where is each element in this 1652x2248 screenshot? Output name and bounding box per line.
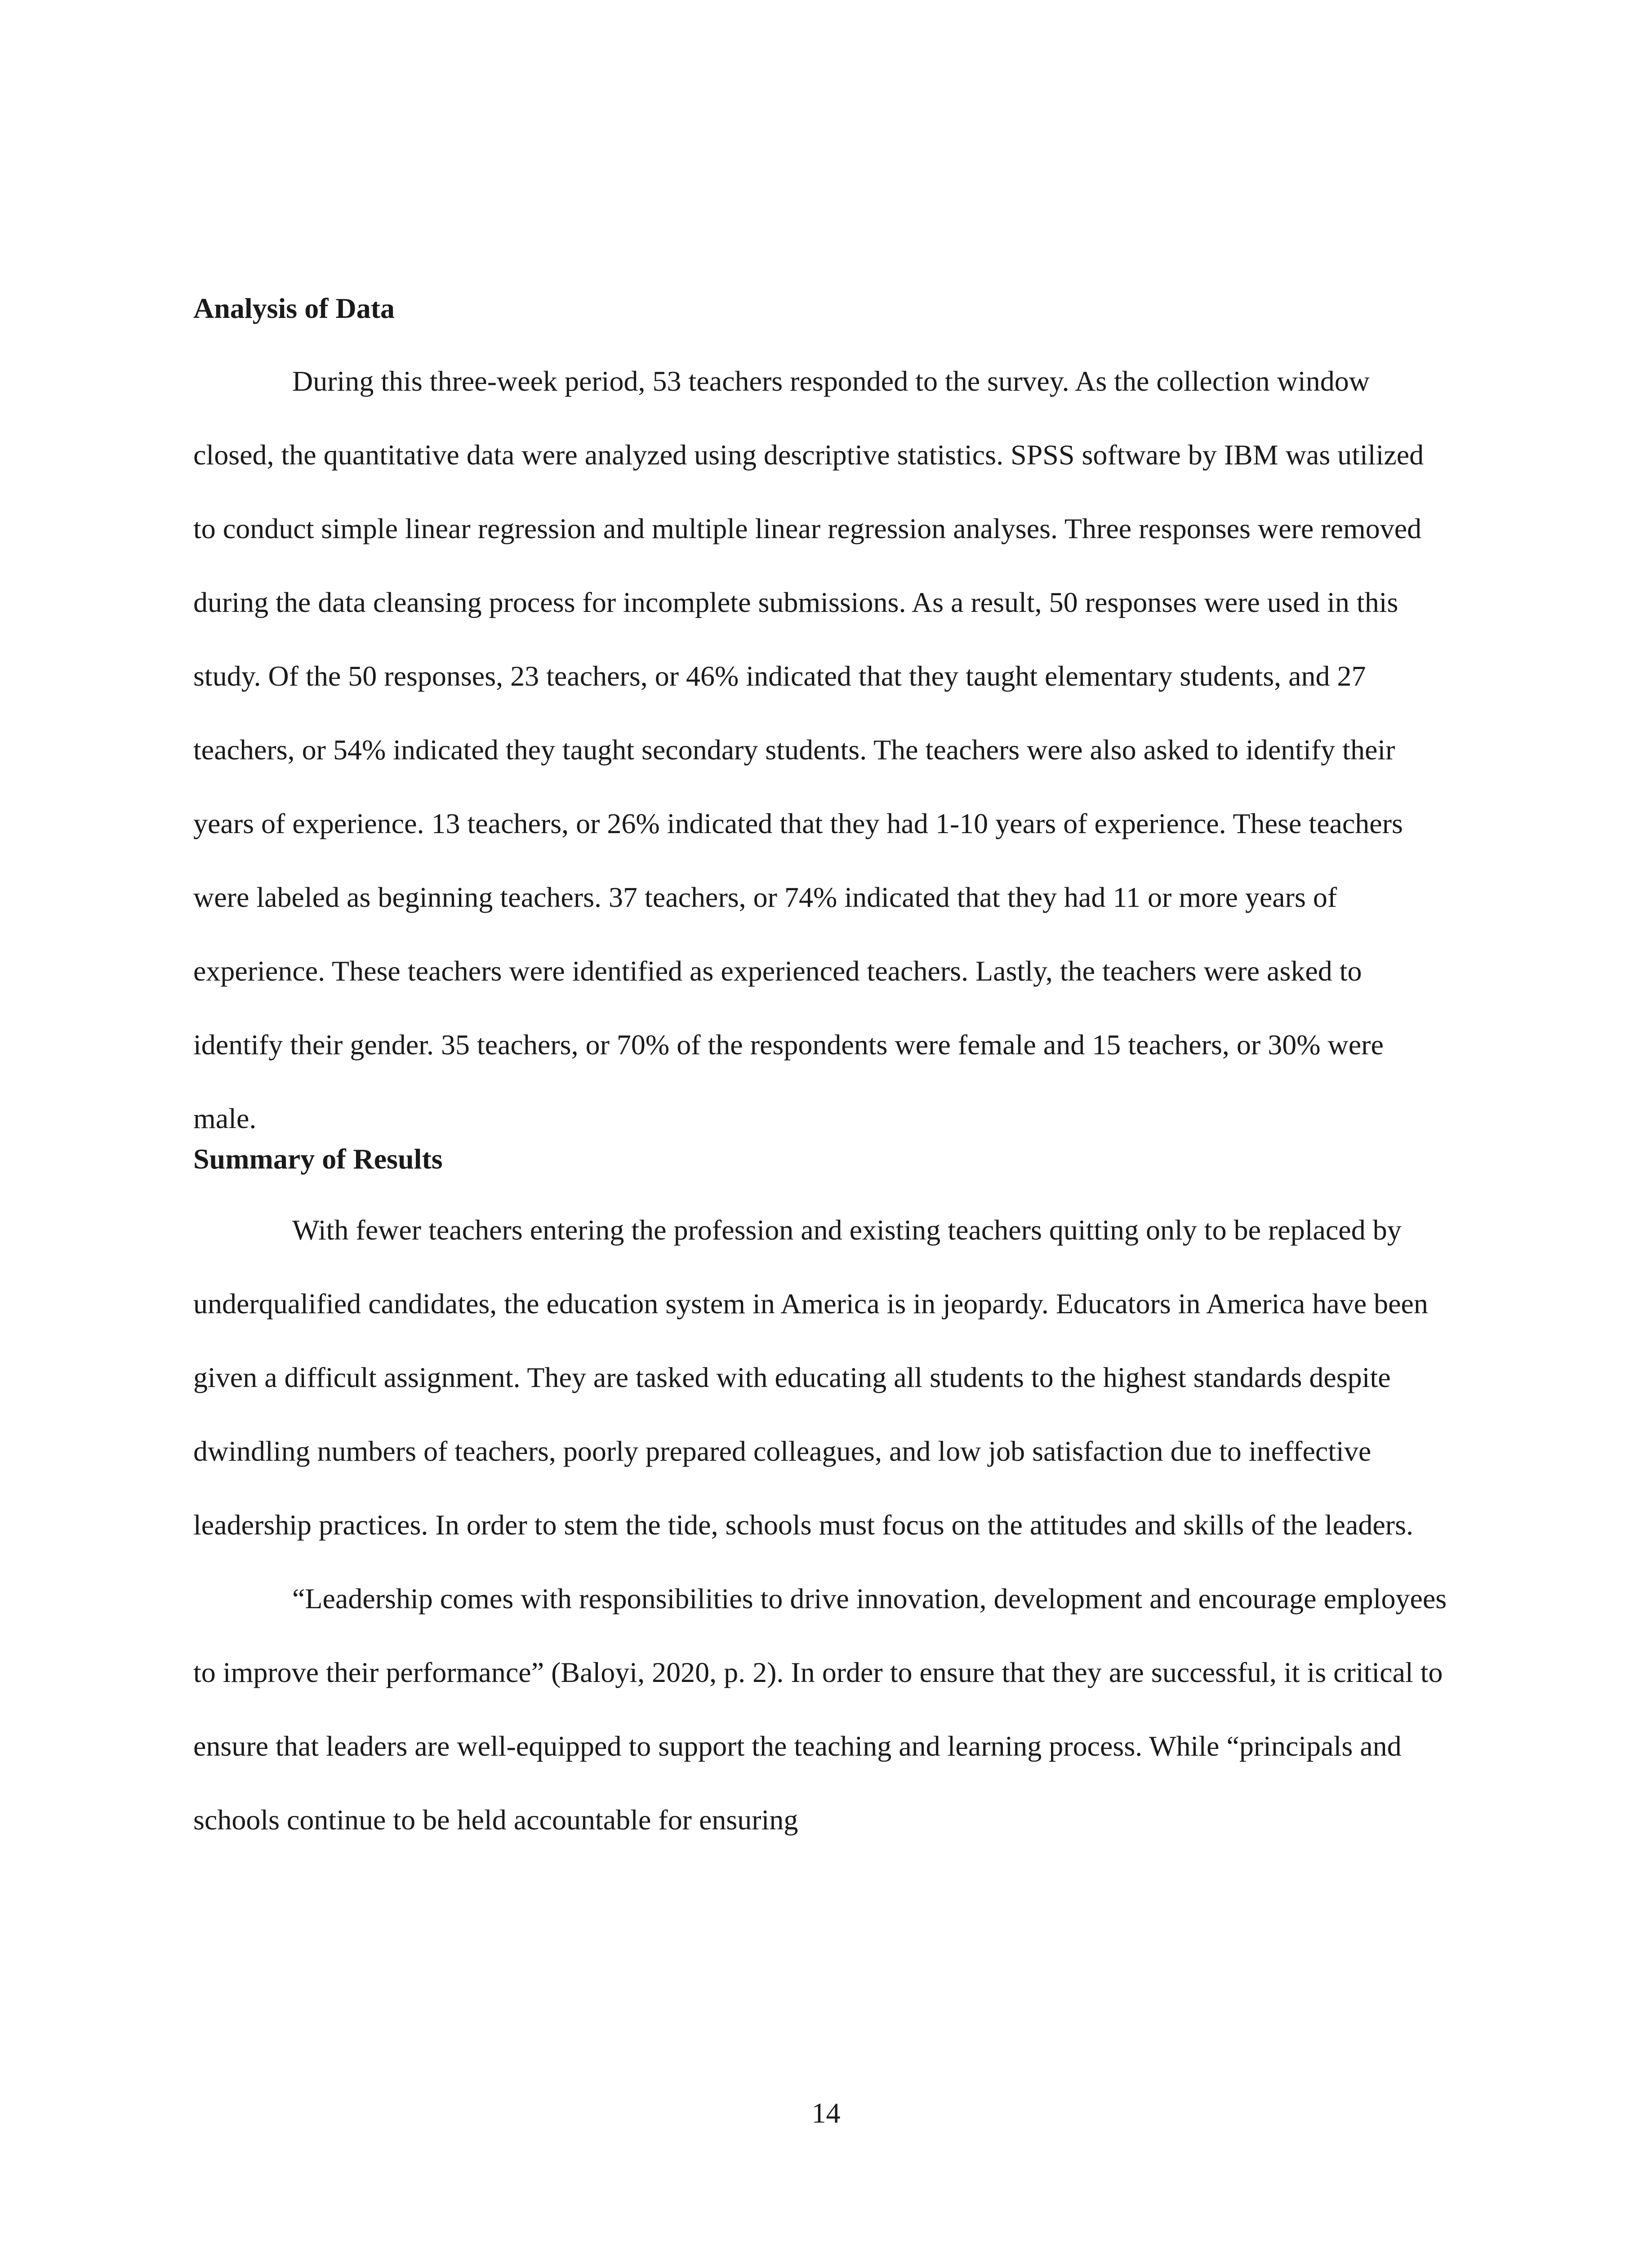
page-content bbox=[193, 292, 1447, 1857]
paragraph-analysis-of-data: During this three-week period, 53 teachers responded to the survey. As the collection window closed, the quantitative data were analyzed using descriptive statistics. SPSS software by IBM was utilized to conduct simple linear regression and multiple linear regression analyses. Three responses were removed during the data cleansing process for incomplete submissions. As a result, 50 responses were used in this study. Of the 50 responses, 23 teachers, or 46% indicated that they taught elementary students, and 27 teachers, or 54% indicated they taught secondary students. The teachers were also asked to identify their years of experience. 13 teachers, or 26% indicated that they had 1-10 years of experience. These teachers were labeled as beginning teachers. 37 teachers, or 74% indicated that they had 11 or more years of experience. These teachers were identified as experienced teachers. Lastly, the teachers were asked to identify their gender. 35 teachers, or 70% of the respondents were female and 15 teachers, or 30% were male. bbox=[193, 365, 1424, 1134]
page-number: 14 bbox=[811, 2097, 841, 2129]
paragraph-summary-1: With fewer teachers entering the profession and existing teachers quitting only to be replaced by underqualified candidates, the education system in America is in jeopardy. Educators in America have been given a difficult assignment. They are tasked with educating all students to the highest standards despite dwindling numbers of teachers, poorly prepared colleagues, and low job satisfaction due to ineffective leadership practices. In order to stem the tide, schools must focus on the attitudes and skills of the leaders. bbox=[193, 1214, 1428, 1541]
section-heading-summary-of-results: Summary of Results bbox=[193, 1143, 443, 1175]
paragraph-summary-2: “Leadership comes with responsibilities to drive innovation, development and encourage employees to improve their performance” (Baloyi, 2020, p. 2). In order to ensure that they are successful, it is critical to ensure that leaders are well-equipped to support the teaching and learning process. While “principals and schools continue to be held accountable for ensuring bbox=[193, 1583, 1447, 1836]
section-heading-analysis-of-data: Analysis of Data bbox=[193, 292, 395, 324]
